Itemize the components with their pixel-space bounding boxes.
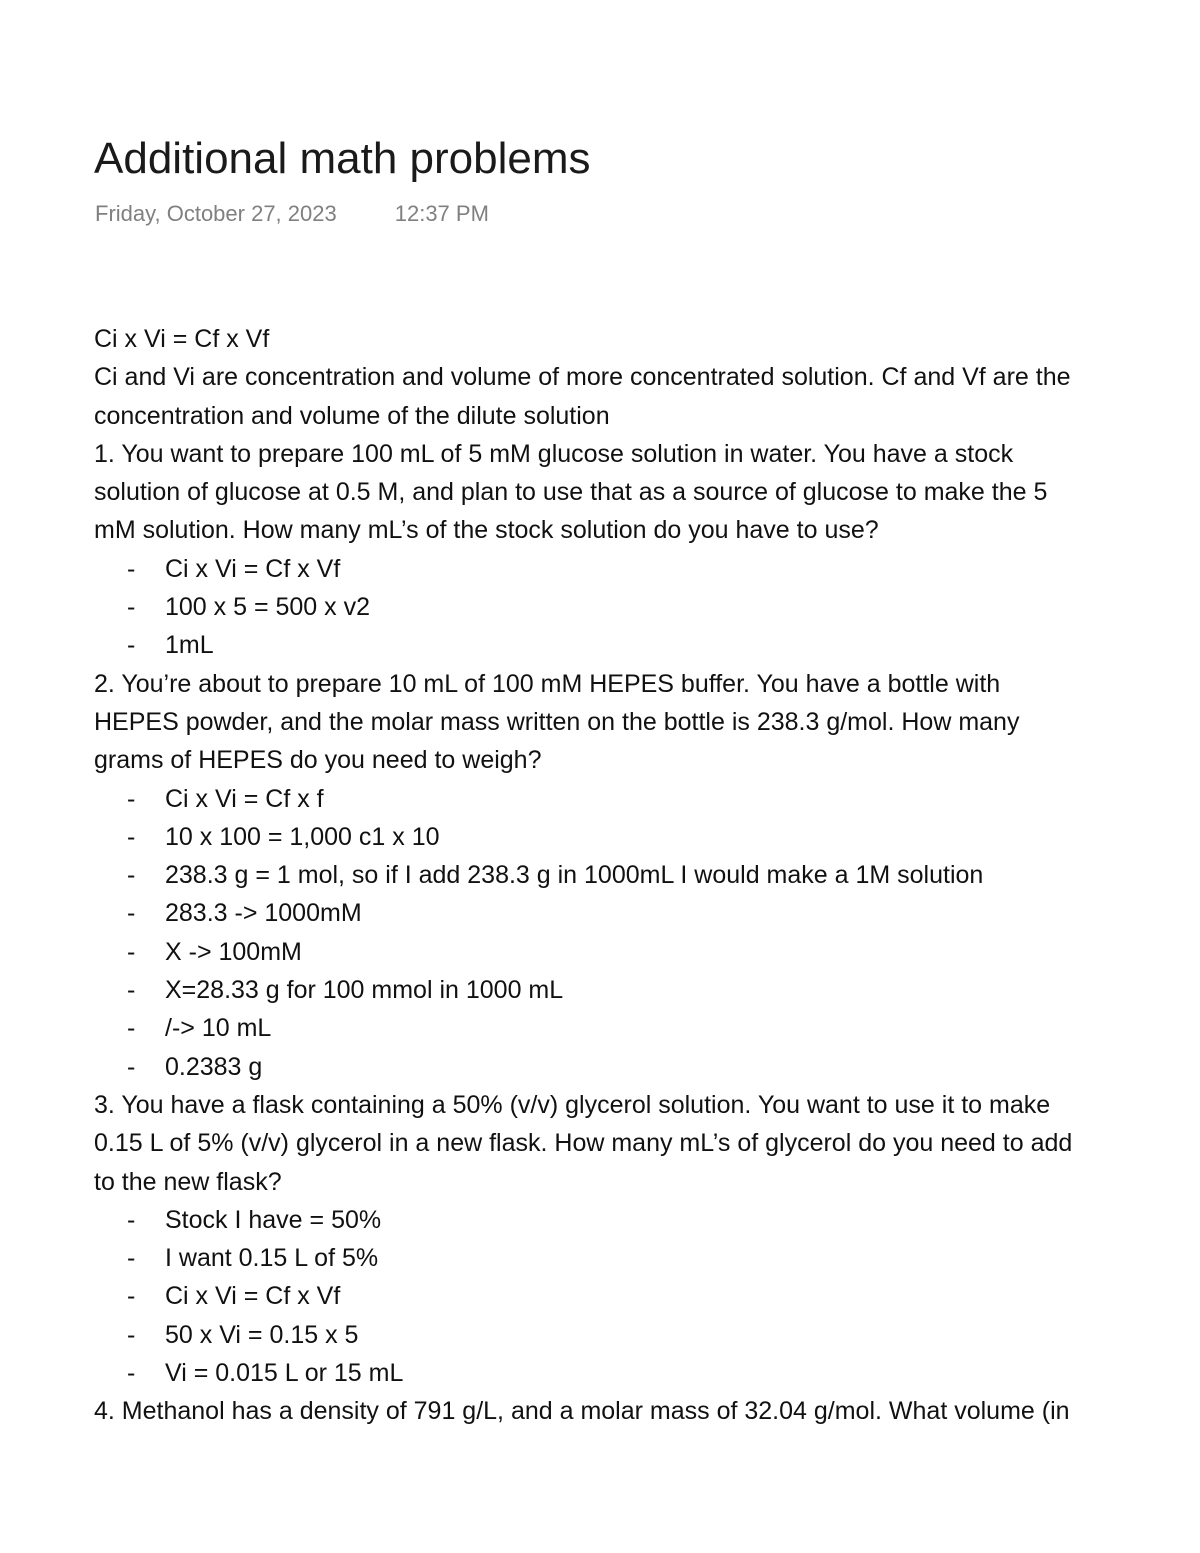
bullet-item <box>94 1277 1200 1315</box>
bullet-text: 283.3 -> 1000mM <box>165 899 362 928</box>
bullet-text: Stock I have = 50% <box>165 1205 382 1234</box>
bullet-item <box>94 1201 1200 1239</box>
text-line: 1. You want to prepare 100 mL of 5 mM glucose solution in water. You have a stock <box>94 439 1014 468</box>
bullet-marker: - <box>127 631 136 660</box>
page-timestamp <box>95 200 489 228</box>
bullet-marker: - <box>127 1014 136 1043</box>
bullet-item <box>94 626 1200 664</box>
bullet-marker: - <box>127 822 136 851</box>
bullet-item <box>94 856 1200 894</box>
bullet-text: 10 x 100 = 1,000 c1 x 10 <box>165 822 440 851</box>
bullet-text: I want 0.15 L of 5% <box>165 1244 379 1273</box>
bullet-text: /-> 10 mL <box>165 1014 272 1043</box>
bullet-item <box>94 1354 1200 1392</box>
bullet-marker: - <box>127 593 136 622</box>
page-date: Friday, October 27, 2023 <box>95 201 337 226</box>
text-line: grams of HEPES do you need to weigh? <box>94 746 542 775</box>
bullet-item <box>94 971 1200 1009</box>
bullet-text: X=28.33 g for 100 mmol in 1000 mL <box>165 976 564 1005</box>
text-line: Ci x Vi = Cf x Vf <box>94 325 270 353</box>
bullet-text: 100 x 5 = 500 x v2 <box>165 593 371 622</box>
bullet-text: 50 x Vi = 0.15 x 5 <box>165 1320 359 1349</box>
text-line: 2. You’re about to prepare 10 mL of 100 mM HEPES buffer. You have a bottle with <box>94 669 1001 698</box>
bullet-text: 238.3 g = 1 mol, so if I add 238.3 g in 1000mL I would make a 1M solution <box>165 861 984 890</box>
bullet-marker: - <box>127 1359 136 1388</box>
bullet-item <box>94 1048 1200 1086</box>
bullet-item <box>94 550 1200 588</box>
bullet-item <box>94 894 1200 932</box>
bullet-marker: - <box>127 899 136 928</box>
bullet-item <box>94 933 1200 971</box>
bullet-item <box>94 780 1200 818</box>
bullet-marker: - <box>127 976 136 1005</box>
bullet-marker: - <box>127 1244 136 1273</box>
text-line: 0.15 L of 5% (v/v) glycerol in a new flask. How many mL’s of glycerol do you need to add <box>94 1129 1073 1158</box>
page-time: 12:37 PM <box>394 201 489 226</box>
text-line: solution of glucose at 0.5 M, and plan to use that as a source of glucose to make the 5 <box>94 478 1048 507</box>
bullet-marker: - <box>127 1282 136 1311</box>
bullet-text: Ci x Vi = Cf x Vf <box>165 1282 341 1311</box>
text-line: to the new flask? <box>94 1167 282 1196</box>
page-title: Additional math problems <box>94 134 591 183</box>
bullet-text: Ci x Vi = Cf x Vf <box>165 554 341 583</box>
bullet-marker: - <box>127 861 136 890</box>
bullet-marker: - <box>127 937 136 966</box>
text-line: 4. Methanol has a density of 791 g/L, and a molar mass of 32.04 g/mol. What volume (in <box>94 1397 1070 1426</box>
bullet-marker: - <box>127 554 136 583</box>
bullet-text: X -> 100mM <box>165 937 302 966</box>
bullet-marker: - <box>127 1320 136 1349</box>
bullet-item <box>94 818 1200 856</box>
text-line: Ci and Vi are concentration and volume of more concentrated solution. Cf and Vf are the <box>94 363 1071 392</box>
bullet-text: Vi = 0.015 L or 15 mL <box>165 1359 404 1388</box>
bullet-marker: - <box>127 1052 136 1081</box>
text-line: concentration and volume of the dilute solution <box>94 401 610 430</box>
bullet-marker: - <box>127 1205 136 1234</box>
text-line: HEPES powder, and the molar mass written on the bottle is 238.3 g/mol. How many <box>94 707 1020 736</box>
bullet-marker: - <box>127 784 136 813</box>
bullet-text: 0.2383 g <box>165 1052 263 1081</box>
text-line: 3. You have a flask containing a 50% (v/v) glycerol solution. You want to use it to make <box>94 1090 1051 1119</box>
bullet-item <box>94 1239 1200 1277</box>
bullet-text: 1mL <box>165 631 214 660</box>
text-line: mM solution. How many mL’s of the stock solution do you have to use? <box>94 516 879 545</box>
bullet-item <box>94 1316 1200 1354</box>
note-body <box>94 320 1200 1441</box>
bullet-text: Ci x Vi = Cf x f <box>165 784 324 813</box>
bullet-item <box>94 1009 1200 1047</box>
bullet-item <box>94 588 1200 626</box>
